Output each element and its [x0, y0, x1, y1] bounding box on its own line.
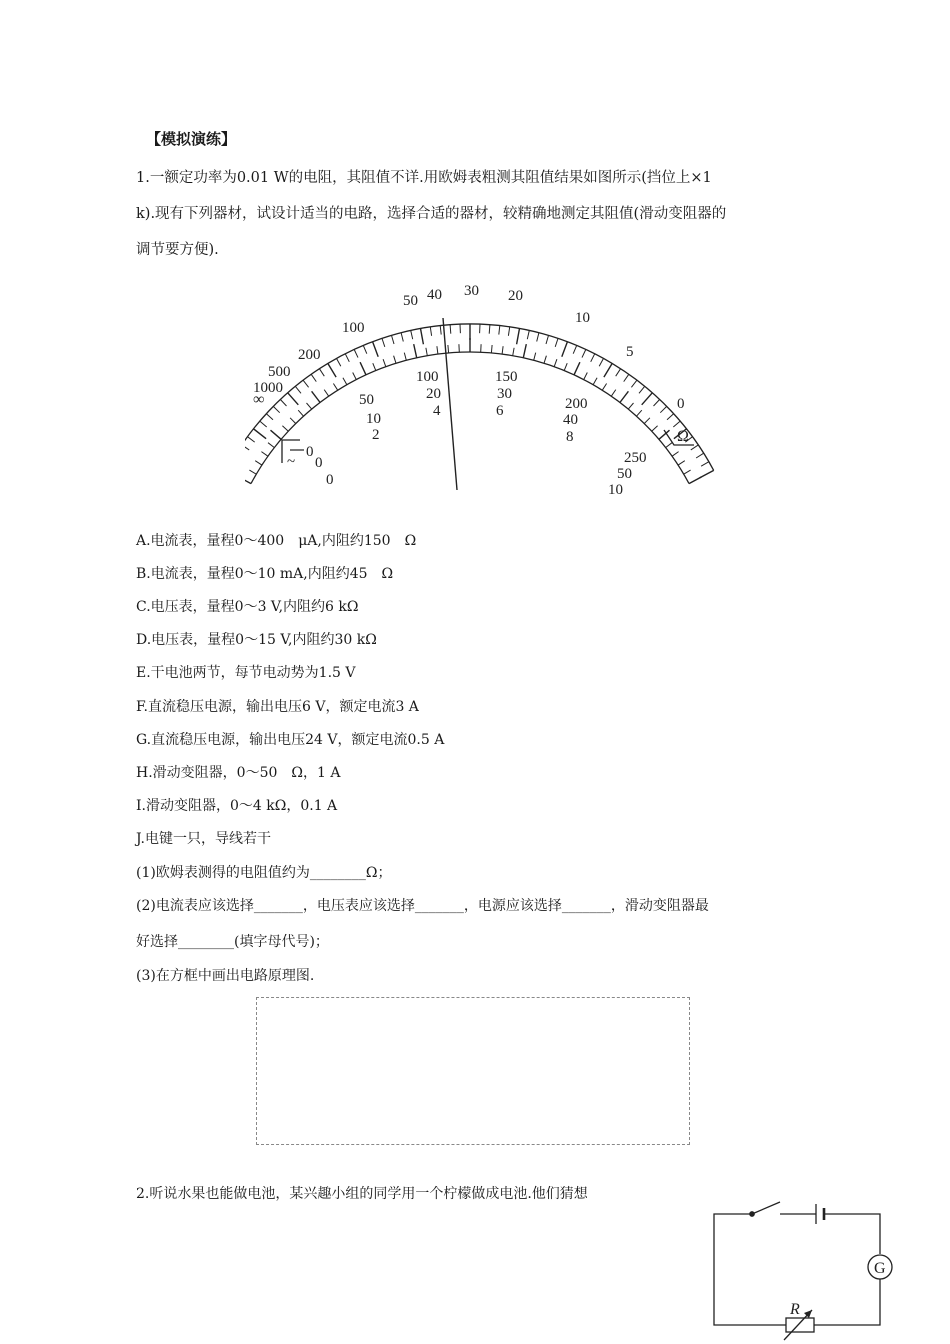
inner-scale-tick: [593, 378, 597, 385]
inner-scale-tick: [268, 443, 274, 448]
inner-scale-tick: [672, 452, 679, 457]
outer-scale-tick: [382, 338, 385, 347]
outer-scale-tick: [345, 354, 349, 362]
sub-question-3: (3)在方框中画出电路原理图.: [136, 968, 315, 984]
dc-10-label-2: 2: [372, 427, 380, 443]
option-e: E.干电池两节，每节电动势为1.5 V: [136, 665, 356, 681]
ohm-label-40: 40: [427, 287, 442, 303]
option-c: C.电压表，量程0～3 V,内阻约6 kΩ: [136, 599, 359, 615]
outer-scale-tick: [701, 462, 709, 467]
ohm-label-50: 50: [403, 293, 418, 309]
option-j: J.电键一只，导线若干: [136, 831, 271, 847]
inner-scale-tick: [684, 470, 691, 474]
outer-scale-tick: [499, 326, 500, 335]
inner-scale-tick: [307, 403, 312, 409]
outer-scale-tick: [440, 326, 441, 335]
ohm-label-20: 20: [508, 288, 523, 304]
outer-scale-tick: [604, 363, 612, 377]
outer-scale-tick: [354, 350, 358, 358]
ohm-label-1000: 1000: [253, 380, 283, 396]
dc-10-label-4: 4: [433, 403, 441, 419]
ohm-unit-label: Ω: [677, 428, 689, 445]
outer-scale-tick: [573, 345, 577, 353]
outer-scale-tick: [654, 400, 660, 407]
outer-scale-tick: [363, 345, 367, 353]
inner-scale-tick: [644, 418, 650, 424]
outer-scale-tick: [555, 338, 558, 347]
dc-50-label-50: 50: [617, 466, 632, 482]
switch-icon: [752, 1202, 780, 1214]
outer-scale-tick: [245, 445, 249, 450]
outer-scale-tick: [591, 354, 595, 362]
outer-scale-tick: [430, 327, 431, 336]
lemon-battery-circuit: [700, 1195, 900, 1344]
outer-scale-tick: [667, 414, 674, 420]
inner-scale-tick: [564, 363, 567, 370]
outer-scale-tick: [311, 374, 316, 381]
outer-scale-tick: [303, 380, 309, 387]
outer-scale-tick: [288, 393, 299, 405]
inner-scale-tick: [249, 470, 256, 474]
inner-scale-tick: [373, 363, 376, 370]
outer-scale-tick: [642, 393, 653, 405]
inner-scale-tick: [360, 362, 366, 375]
dc-50-label-40: 40: [563, 412, 578, 428]
outer-scale-tick: [696, 453, 704, 458]
inner-scale-tick: [437, 346, 438, 354]
dc-250-label-150: 150: [495, 369, 518, 385]
inner-scale-tick: [394, 356, 396, 364]
rheostat-icon: [786, 1318, 814, 1332]
ohm-label-200: 200: [298, 347, 321, 363]
question-2-text: 2.听说水果也能做电池，某兴趣小组的同学用一个柠檬做成电池.他们猜想: [136, 1186, 588, 1202]
outer-scale-tick: [401, 333, 403, 342]
inner-scale-tick: [689, 477, 701, 484]
outer-scale-tick: [373, 342, 379, 357]
ohm-label-500: 500: [268, 364, 291, 380]
outer-scale-tick: [517, 329, 520, 345]
outer-scale-tick: [411, 330, 413, 339]
inner-scale-tick: [282, 426, 288, 431]
inner-scale-tick: [261, 452, 268, 457]
sub-question-2-line-2: 好选择________(填字母代号)；: [136, 934, 329, 950]
inner-scale-tick: [678, 461, 685, 465]
outer-scale-tick: [660, 406, 666, 412]
option-b: B.电流表，量程0～10 mA,内阻约45 Ω: [136, 566, 394, 582]
outer-scale-tick: [328, 363, 336, 377]
dc-50-label-10: 10: [366, 411, 381, 427]
sub-question-1: (1)欧姆表测得的电阻值约为________Ω；: [136, 865, 392, 881]
circuit-drawing-box[interactable]: [256, 997, 690, 1145]
inner-scale-tick: [414, 344, 417, 358]
inner-scale-tick: [620, 391, 629, 402]
inner-scale-tick: [523, 344, 526, 358]
inner-scale-tick: [298, 410, 303, 416]
inner-scale-tick: [502, 346, 503, 354]
dc-50-label-20: 20: [426, 386, 441, 402]
outer-scale-tick: [421, 329, 424, 345]
dc-250-label-200: 200: [565, 396, 588, 412]
outer-scale-tick: [631, 380, 637, 387]
inner-scale-tick: [513, 348, 514, 356]
inner-scale-tick: [652, 426, 658, 431]
outer-scale-tick: [700, 470, 714, 478]
inner-scale-tick: [426, 348, 427, 356]
outer-scale-tick: [508, 327, 509, 336]
galvanometer-label: G: [874, 1260, 886, 1277]
option-h: H.滑动变阻器，0～50 Ω，1 A: [136, 765, 341, 781]
option-g: G.直流稳压电源，输出电压24 V，额定电流0.5 A: [136, 732, 445, 748]
ohm-label-30: 30: [464, 283, 479, 299]
outer-scale-tick: [673, 421, 680, 427]
outer-scale-tick: [254, 429, 267, 439]
outer-scale-tick: [599, 358, 603, 366]
inner-scale-tick: [448, 345, 449, 353]
outer-scale-tick: [319, 369, 324, 377]
dc-250-label-250: 250: [624, 450, 647, 466]
option-a: A.电流表，量程0～400 μA,内阻约150 Ω: [136, 533, 417, 549]
inner-scale-tick: [324, 390, 329, 397]
inner-scale-tick: [534, 353, 536, 361]
inner-scale-tick: [544, 356, 546, 364]
inner-scale-tick: [312, 391, 321, 402]
ohm-label-inf: ∞: [253, 391, 265, 408]
inner-scale-tick: [353, 373, 357, 380]
outer-scale-tick: [616, 369, 621, 377]
question-1-line-2: k).现有下列器材，试设计适当的电路，选择合适的器材，较精确地测定其阻值(滑动变阻器的: [136, 206, 727, 222]
outer-scale-tick: [392, 335, 395, 344]
inner-scale-tick: [584, 373, 588, 380]
outer-scale-tick: [537, 333, 539, 342]
outer-scale-tick: [450, 325, 451, 334]
inner-scale-tick: [491, 345, 492, 353]
outer-scale-tick: [527, 330, 529, 339]
inner-scale-tick: [628, 403, 633, 409]
ac-symbol: ~: [287, 454, 296, 470]
dc-10-label-10: 10: [608, 482, 623, 498]
meter-needle: [443, 318, 457, 490]
resistor-label: R: [790, 1301, 800, 1318]
dc-10-label-8: 8: [566, 429, 574, 445]
dc-250-label-100: 100: [416, 369, 439, 385]
dc-250-label-0: 0: [306, 444, 314, 460]
outer-scale-tick: [624, 374, 629, 381]
dc-50-label-0: 0: [315, 455, 323, 471]
ohm-label-10: 10: [575, 310, 590, 326]
outer-scale-tick: [562, 342, 568, 357]
outer-scale-tick: [248, 437, 255, 442]
ohm-label-100: 100: [342, 320, 365, 336]
inner-scale-tick: [611, 390, 616, 397]
outer-scale-tick: [273, 406, 279, 412]
dc-10-label-0: 0: [326, 472, 334, 488]
outer-scale-tick: [639, 386, 645, 393]
outer-scale-tick: [266, 414, 273, 420]
option-i: I.滑动变阻器，0～4 kΩ，0.1 A: [136, 798, 338, 814]
outer-scale-tick: [546, 335, 549, 344]
ohm-label-5: 5: [626, 344, 634, 360]
inner-scale-tick: [574, 362, 580, 375]
sub-question-2-line-1: (2)电流表应该选择_______，电压表应该选择_______，电源应该选择_______，滑动变阻器最: [136, 898, 709, 914]
dc-10-label-6: 6: [496, 403, 504, 419]
inner-scale-tick: [255, 461, 262, 465]
outer-scale-tick: [295, 386, 301, 393]
inner-scale-tick: [404, 353, 406, 361]
inner-scale-tick: [333, 384, 337, 391]
question-1-line-3: 调节要方便).: [136, 242, 219, 258]
option-d: D.电压表，量程0～15 V,内阻约30 kΩ: [136, 632, 377, 648]
inner-scale-tick: [666, 443, 672, 448]
dc-50-label-30: 30: [497, 386, 512, 402]
outer-scale-tick: [582, 350, 586, 358]
inner-scale-tick: [602, 384, 606, 391]
inner-scale-tick: [383, 359, 386, 367]
option-f: F.直流稳压电源，输出电压6 V，额定电流3 A: [136, 699, 419, 715]
outer-scale-tick: [489, 325, 490, 334]
section-heading: 【模拟演练】: [146, 130, 237, 148]
dc-250-label-50: 50: [359, 392, 374, 408]
inner-scale-tick: [271, 430, 282, 439]
outer-scale-tick: [337, 358, 341, 366]
outer-scale-tick: [280, 400, 286, 407]
outer-scale-tick: [260, 421, 267, 427]
ohm-label-0: 0: [677, 396, 685, 412]
inner-scale-tick: [554, 359, 557, 367]
ohmmeter-dial-figure: [245, 270, 715, 510]
inner-scale-tick: [245, 477, 251, 484]
question-1-line-1: 1.一额定功率为0.01 W的电阻，其阻值不详.用欧姆表粗测其阻值结果如图所示(挡位上×1: [136, 170, 712, 186]
inner-scale-tick: [290, 418, 296, 424]
inner-scale-tick: [343, 378, 347, 385]
inner-scale-tick: [637, 410, 642, 416]
